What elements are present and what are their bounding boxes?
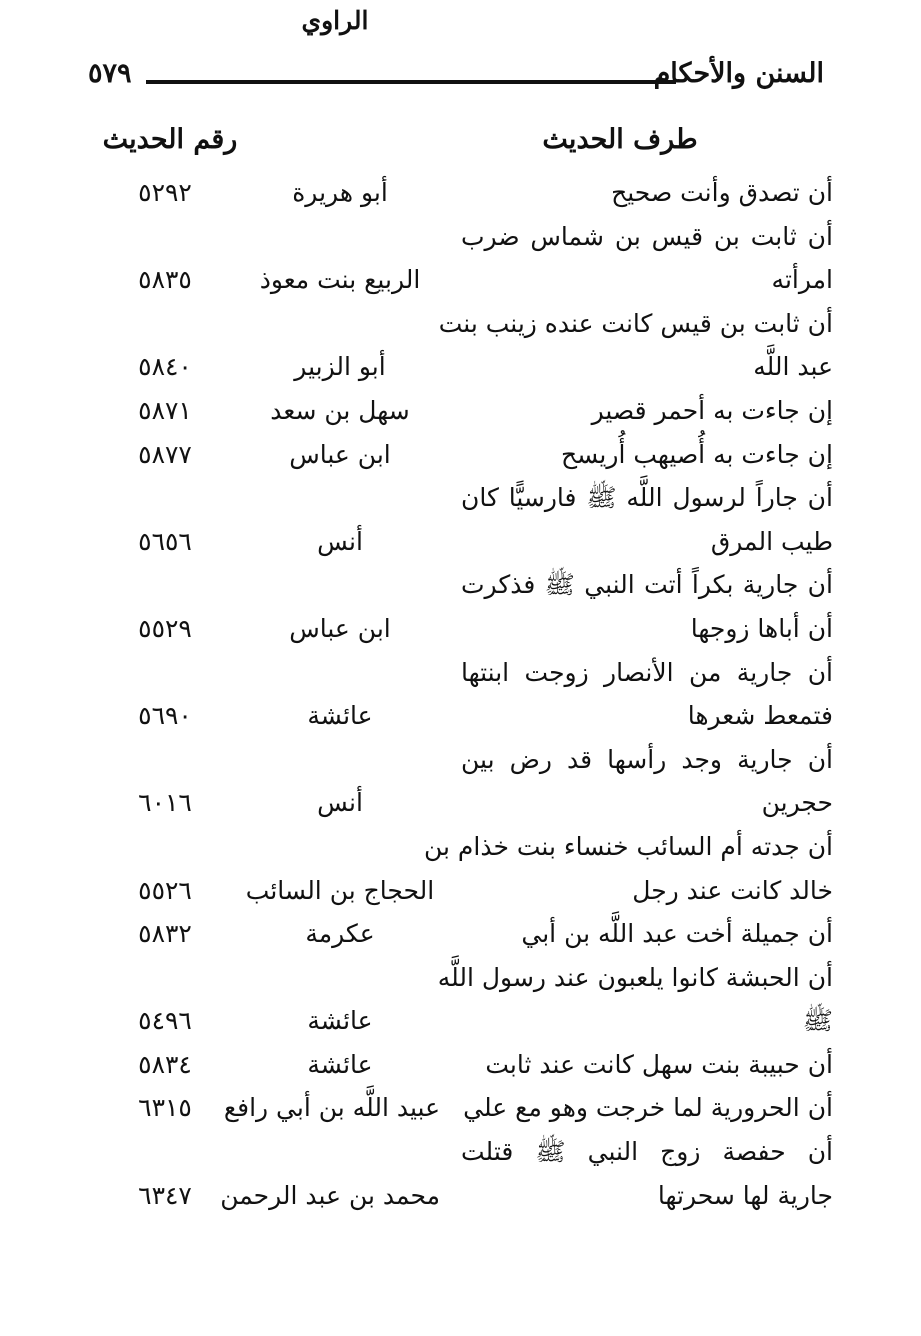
index-line <box>0 564 921 608</box>
index-line <box>0 1000 921 1044</box>
hadith-opening-text: أن جاراً لرسول اللَّه ﷺ فارسيًّا كان <box>461 483 833 513</box>
column-header-hadith: طرف الحديث <box>542 124 698 155</box>
hadith-opening-text: أن تصدق وأنت صحيح <box>611 178 833 207</box>
index-line <box>0 1044 921 1088</box>
narrator-name: عائشة <box>307 1049 373 1079</box>
hadith-number: ٥٨٣٥ <box>138 265 192 295</box>
hadith-number: ٥٦٥٦ <box>138 526 192 556</box>
hadith-number: ٥٨٣٢ <box>138 919 192 949</box>
narrator-name: الحجاج بن السائب <box>245 875 435 905</box>
header-rule <box>146 80 676 84</box>
index-line <box>0 870 921 914</box>
index-entries <box>0 172 921 1218</box>
page-number: ٥٧٩ <box>88 58 132 89</box>
hadith-opening-text: فتمعط شعرها <box>687 701 833 731</box>
index-line <box>0 172 921 216</box>
hadith-opening-text: أن جارية وجد رأسها قد رض بين <box>461 744 833 774</box>
hadith-opening-text: طيب المرق <box>710 526 833 556</box>
index-line <box>0 216 921 260</box>
hadith-number: ٥٨٤٠ <box>138 352 192 382</box>
hadith-opening-text: أن حفصة زوج النبي ﷺ قتلت <box>461 1137 833 1167</box>
index-line <box>0 1175 921 1219</box>
index-line <box>0 1087 921 1131</box>
hadith-number: ٥٤٩٦ <box>138 1006 192 1036</box>
hadith-number: ٥٨٣٤ <box>138 1049 192 1079</box>
hadith-opening-text: جارية لها سحرتها <box>657 1180 833 1210</box>
narrator-name: عائشة <box>307 1006 373 1036</box>
page-header <box>88 58 824 98</box>
index-line <box>0 1131 921 1175</box>
hadith-opening-text: خالد كانت عند رجل <box>632 875 833 905</box>
index-line <box>0 957 921 1001</box>
hadith-opening-text: أن جميلة أخت عبد اللَّه بن أبي <box>521 919 833 949</box>
hadith-number: ٥٥٢٦ <box>138 875 192 905</box>
narrator-name: سهل بن سعد <box>270 395 410 425</box>
hadith-number: ٦٣١٥ <box>138 1093 192 1123</box>
index-line <box>0 434 921 478</box>
index-line <box>0 390 921 434</box>
column-header-narrator: الراوي <box>301 6 369 35</box>
index-line <box>0 782 921 826</box>
narrator-name: محمد بن عبد الرحمن <box>220 1180 440 1210</box>
index-line <box>0 913 921 957</box>
hadith-opening-text: أن أباها زوجها <box>690 613 833 643</box>
narrator-name: عبيد اللَّه بن أبي رافع <box>223 1093 440 1123</box>
narrator-name: ابن عباس <box>289 439 391 469</box>
hadith-number: ٥٨٧٧ <box>138 439 192 469</box>
hadith-number: ٦٠١٦ <box>138 788 192 818</box>
hadith-opening-text: أن ثابت بن قيس بن شماس ضرب <box>461 221 833 251</box>
narrator-name: أنس <box>317 788 363 818</box>
narrator-name: أنس <box>317 526 363 556</box>
index-line <box>0 259 921 303</box>
book-title: السنن والأحكام <box>653 58 824 89</box>
narrator-name: عكرمة <box>305 919 375 949</box>
narrator-name: الربيع بنت معوذ <box>259 265 421 295</box>
hadith-number: ٥٢٩٢ <box>138 178 192 207</box>
hadith-opening-text: أن جدته أم السائب خنساء بنت خذام بن <box>424 831 833 861</box>
index-line <box>0 303 921 347</box>
hadith-number: ٦٣٤٧ <box>138 1180 192 1210</box>
index-line <box>0 477 921 521</box>
hadith-opening-text: أن جارية بكراً أتت النبي ﷺ فذكرت <box>461 570 833 600</box>
hadith-opening-text: أن جارية من الأنصار زوجت ابنتها <box>461 657 833 687</box>
index-line <box>0 521 921 565</box>
hadith-opening-text: حجرين <box>761 788 833 818</box>
hadith-number: ٥٦٩٠ <box>138 701 192 731</box>
hadith-opening-text: أن الحبشة كانوا يلعبون عند رسول اللَّه <box>437 962 833 992</box>
hadith-opening-text: إن جاءت به أحمر قصير <box>591 395 833 425</box>
hadith-opening-text: عبد اللَّه <box>753 352 833 382</box>
hadith-opening-text: أن حبيبة بنت سهل كانت عند ثابت <box>485 1049 833 1079</box>
narrator-name: أبو هريرة <box>292 178 388 207</box>
index-line <box>0 739 921 783</box>
narrator-name: أبو الزبير <box>294 352 386 382</box>
index-line <box>0 652 921 696</box>
hadith-opening-text: ﷺ <box>802 1006 833 1036</box>
index-line <box>0 346 921 390</box>
narrator-name: ابن عباس <box>289 613 391 643</box>
index-line <box>0 608 921 652</box>
hadith-number: ٥٨٧١ <box>138 395 192 425</box>
narrator-name: عائشة <box>307 701 373 731</box>
column-header-number: رقم الحديث <box>102 124 238 155</box>
hadith-opening-text: إن جاءت به أُصيهب أُريسح <box>560 439 833 469</box>
hadith-opening-text: امرأته <box>771 265 833 295</box>
hadith-opening-text: أن ثابت بن قيس كانت عنده زينب بنت <box>438 308 833 338</box>
index-line <box>0 826 921 870</box>
hadith-number: ٥٥٢٩ <box>138 613 192 643</box>
index-line <box>0 695 921 739</box>
hadith-opening-text: أن الحرورية لما خرجت وهو مع علي <box>463 1093 833 1123</box>
